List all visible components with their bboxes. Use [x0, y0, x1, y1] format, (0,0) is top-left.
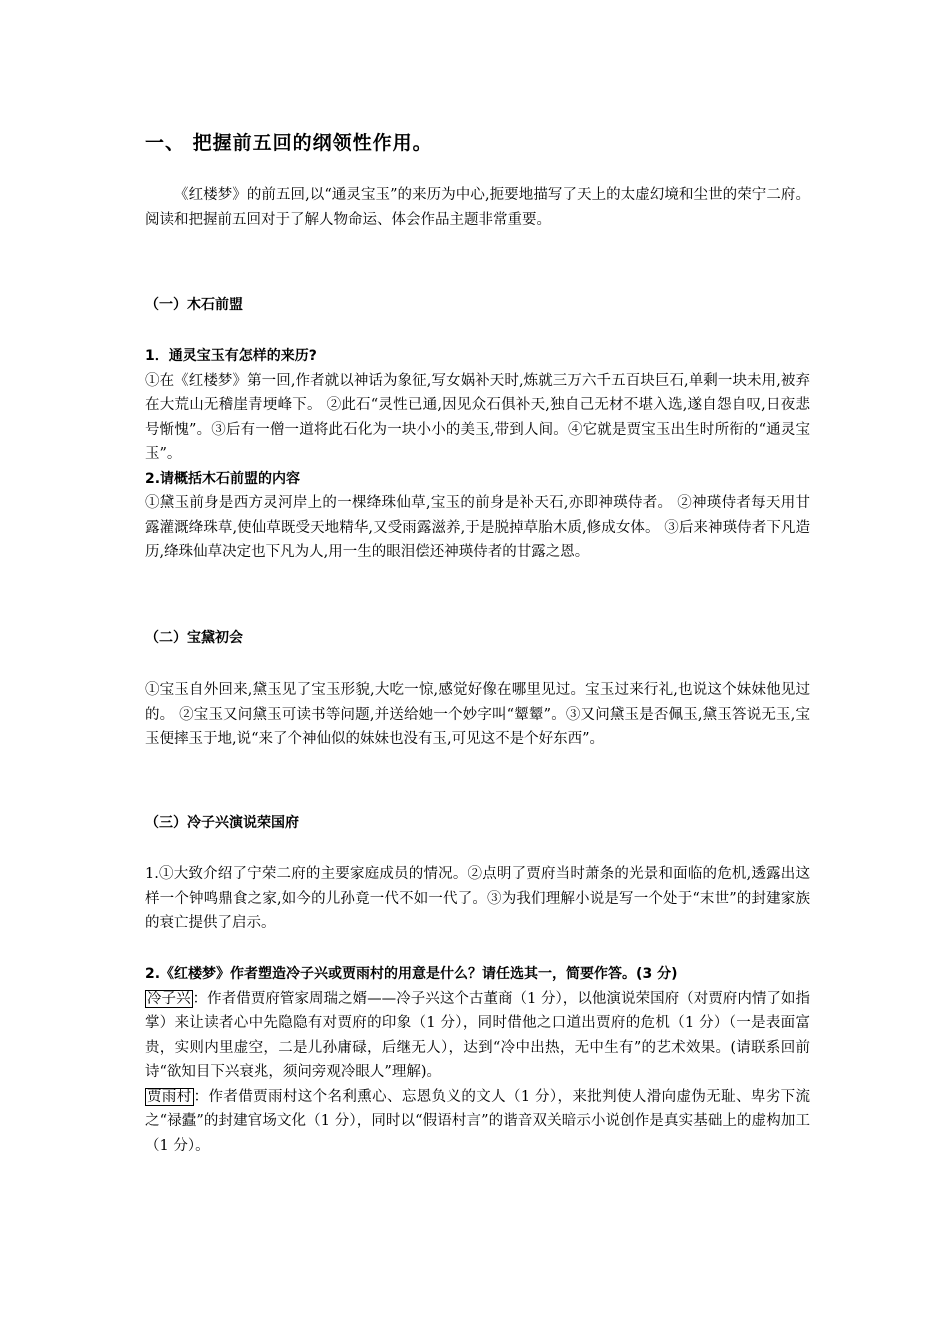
- intro-paragraph: 《红楼梦》的前五回,以“通灵宝玉”的来历为中心,扼要地描写了天上的太虚幻境和尘世的荣宁二府。阅读和把握前五回对于了解人物命运、体会作品主题非常重要。: [145, 187, 810, 228]
- q2-answer: ①黛玉前身是西方灵河岸上的一棵绛珠仙草,宝玉的前身是补天石,亦即神瑛侍者。 ②神瑛侍者每天用甘露灌溉绛珠草,使仙草既受天地精华,又受雨露滋养,于是脱掉草胎木质,修成女体。 ③后来神瑛侍者下凡造历,绛珠仙草决定也下凡为人,用一生的眼泪偿还神瑛侍者的甘露之恩。: [145, 495, 810, 560]
- section-title-mushi: （一）木石前盟: [145, 297, 243, 313]
- label-jiayucun: 贾雨村: [147, 1088, 192, 1105]
- section-mushi-q1: [145, 344, 810, 565]
- answer-lengzixing: [145, 987, 810, 1085]
- lengzixing-q1-paragraph: 1.①大致介绍了宁荣二府的主要家庭成员的情况。②点明了贾府当时萧条的光景和面临的危机,透露出这样一个钟鸣鼎食之家,如今的儿孙竟一代不如一代了。③为我们理解小说是写一个处于“末世”的封建家族的衰亡提供了启示。: [145, 866, 810, 931]
- label-lengzixing: 冷子兴: [147, 990, 191, 1007]
- section-title-lengzixing: （三）冷子兴演说荣国府: [145, 815, 299, 831]
- main-heading: 一、 把握前五回的纲领性作用。: [145, 132, 433, 154]
- q1-title: 1．通灵宝玉有怎样的来历?: [145, 348, 317, 364]
- section-title-baodai: （二）宝黛初会: [145, 630, 243, 646]
- answer-jiayucun-text: ：作者借贾雨村这个名利熏心、忘恩负义的文人（1 分），来批判使人滑向虚伪无耻、卑劣下流之“禄蠹”的封建官场文化（1 分），同时以“假语村言”的谐音双关暗示小说创作是真实基础上的虚构加工（1 分）。: [145, 1088, 810, 1154]
- lengzixing-q2: [145, 962, 810, 1158]
- q1-answer: ①在《红楼梦》第一回,作者就以神话为象征,写女娲补天时,炼就三万六千五百块巨石,单剩一块未用,被弃在大荒山无稽崖青埂峰下。 ②此石“灵性已通,因见众石俱补天,独自己无材不堪入选,遂自怨自叹,日夜悲号惭愧”。③后有一僧一道将此石化为一块小小的美玉,带到人间。④它就是贾宝玉出生时所衔的“通灵宝玉”。: [145, 372, 810, 462]
- answer-lengzixing-text: ：作者借贾府管家周瑞之婿——冷子兴这个古董商（1 分），以他演说荣国府（对贾府内情了如指掌）来让读者心中先隐隐有对贾府的印象（1 分），同时借他之口道出贾府的危机（1 分）（一是表面富贵，实则内里虚空，二是儿孙庸碌，后继无人），达到“冷中出热，无中生有”的艺术效果。(请联系回前诗“欲知目下兴衰兆，须问旁观冷眼人”理解)。: [145, 990, 810, 1080]
- answer-jiayucun: [145, 1085, 810, 1159]
- lengzixing-q2-title: 2.《红楼梦》作者塑造冷子兴或贾雨村的用意是什么？请任选其一，简要作答。(3 分): [145, 966, 678, 982]
- q2-title: 2.请概括木石前盟的内容: [145, 470, 301, 487]
- baodai-paragraph: ①宝玉自外回来,黛玉见了宝玉形貌,大吃一惊,感觉好像在哪里见过。宝玉过来行礼,也说这个妹妹他见过的。 ②宝玉又问黛玉可读书等问题,并送给她一个妙字叫“颦颦”。③又问黛玉是否佩玉,黛玉答说无玉,宝玉便摔玉于地,说“来了个神仙似的妹妹也没有玉,可见这不是个好东西”。: [145, 682, 810, 747]
